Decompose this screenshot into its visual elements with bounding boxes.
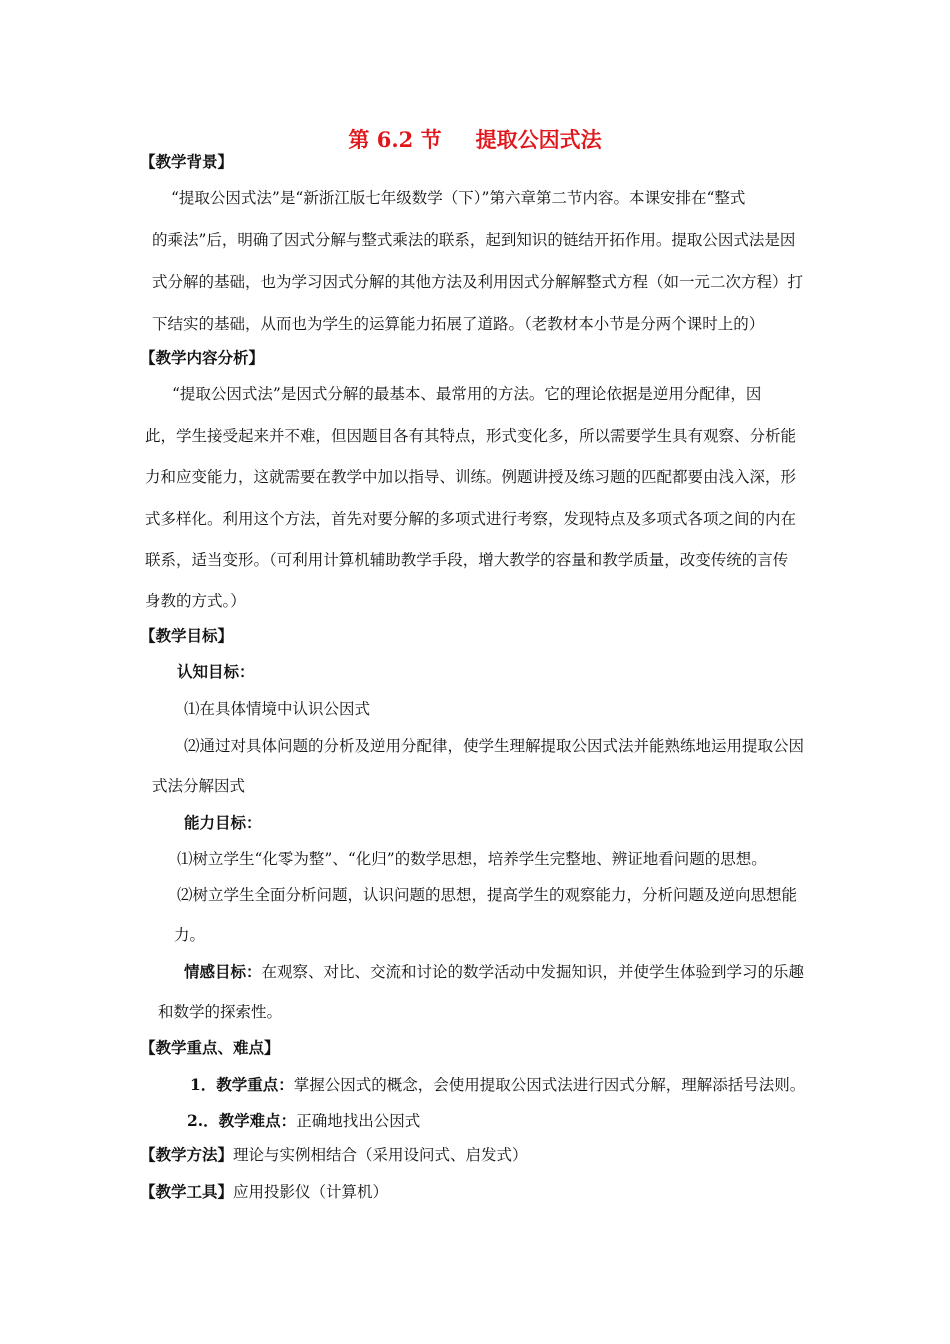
emotion-goals-label: 情感目标： (184, 962, 262, 981)
content-line-1: “提取公因式法”是因式分解的最基本、最常用的方法。它的理论依据是逆用分配律，因 (172, 385, 762, 403)
key-point-label: 1．教学重点： (190, 1075, 294, 1094)
background-line-3: 式分解的基础，也为学习因式分解的其他方法及利用因式分解解整式方程（如一元二次方程）打 (152, 273, 804, 291)
title-section: 第 6.2 节 (348, 127, 442, 152)
tools-heading: 【教学工具】 (140, 1182, 234, 1201)
ability-goal-2-cont: 力。 (174, 926, 206, 944)
difficulty-item (187, 1109, 420, 1131)
tools-text: 应用投影仪（计算机） (233, 1183, 389, 1201)
method-text: 理论与实例相结合（采用设问式、启发式） (233, 1146, 528, 1164)
ability-goals-label: 能力目标： (184, 813, 262, 832)
emotion-goal-text: 在观察、对比、交流和讨论的数学活动中发掘知识，并使学生体验到学习的乐趣 (261, 963, 805, 981)
emotion-goal (184, 960, 804, 982)
key-point-item (190, 1073, 805, 1095)
content-line-2: 此，学生接受起来并不难，但因题目各有其特点，形式变化多，所以需要学生具有观察、分析能 (145, 427, 797, 445)
method-heading: 【教学方法】 (140, 1145, 234, 1164)
difficulty-label: 2.．教学难点： (187, 1111, 297, 1130)
content-line-4: 式多样化。利用这个方法，首先对要分解的多项式进行考察，发现特点及多项式各项之间的内在 (145, 510, 797, 528)
content-line-6: 身教的方式。） (145, 592, 246, 610)
content-line-5: 联系，适当变形。（可利用计算机辅助教学手段，增大教学的容量和教学质量，改变传统的言传 (145, 551, 789, 569)
difficulty-text: 正确地找出公因式 (296, 1112, 421, 1130)
background-line-2: 的乘法”后，明确了因式分解与整式乘法的联系，起到知识的链结开拓作用。提取公因式法是因 (152, 231, 796, 249)
background-line-1: “提取公因式法”是“新浙江版七年级数学（下）”第六章第二节内容。本课安排在“整式 (171, 189, 746, 207)
goals-heading: 【教学目标】 (140, 626, 234, 645)
ability-goal-1: ⑴树立学生“化零为整”、“化归”的数学思想，培养学生完整地、辨证地看问题的思想。 (177, 850, 767, 868)
key-points-heading: 【教学重点、难点】 (140, 1038, 280, 1057)
emotion-goal-cont: 和数学的探索性。 (158, 1003, 283, 1021)
content-line-3: 力和应变能力，这就需要在教学中加以指导、训练。例题讲授及练习题的匹配都要由浅入深，形 (145, 468, 797, 486)
cognitive-goal-2: ⑵通过对具体问题的分析及逆用分配律，使学生理解提取公因式法并能熟练地运用提取公因 (184, 737, 805, 755)
cognitive-goals-label: 认知目标： (177, 662, 255, 681)
key-point-text: 掌握公因式的概念，会使用提取公因式法进行因式分解，理解添括号法则。 (293, 1076, 806, 1094)
cognitive-goal-2-cont: 式法分解因式 (152, 777, 246, 795)
cognitive-goal-1: ⑴在具体情境中认识公因式 (184, 700, 371, 718)
background-line-4: 下结实的基础，从而也为学生的运算能力拓展了道路。（老教材本小节是分两个课时上的） (152, 315, 765, 333)
background-heading: 【教学背景】 (140, 152, 234, 171)
content-analysis-heading: 【教学内容分析】 (140, 348, 265, 367)
tools-line (140, 1180, 388, 1202)
ability-goal-2: ⑵树立学生全面分析问题，认识问题的思想，提高学生的观察能力，分析问题及逆向思想能 (177, 886, 798, 904)
method-line (140, 1143, 528, 1165)
title-topic: 提取公因式法 (475, 127, 602, 152)
